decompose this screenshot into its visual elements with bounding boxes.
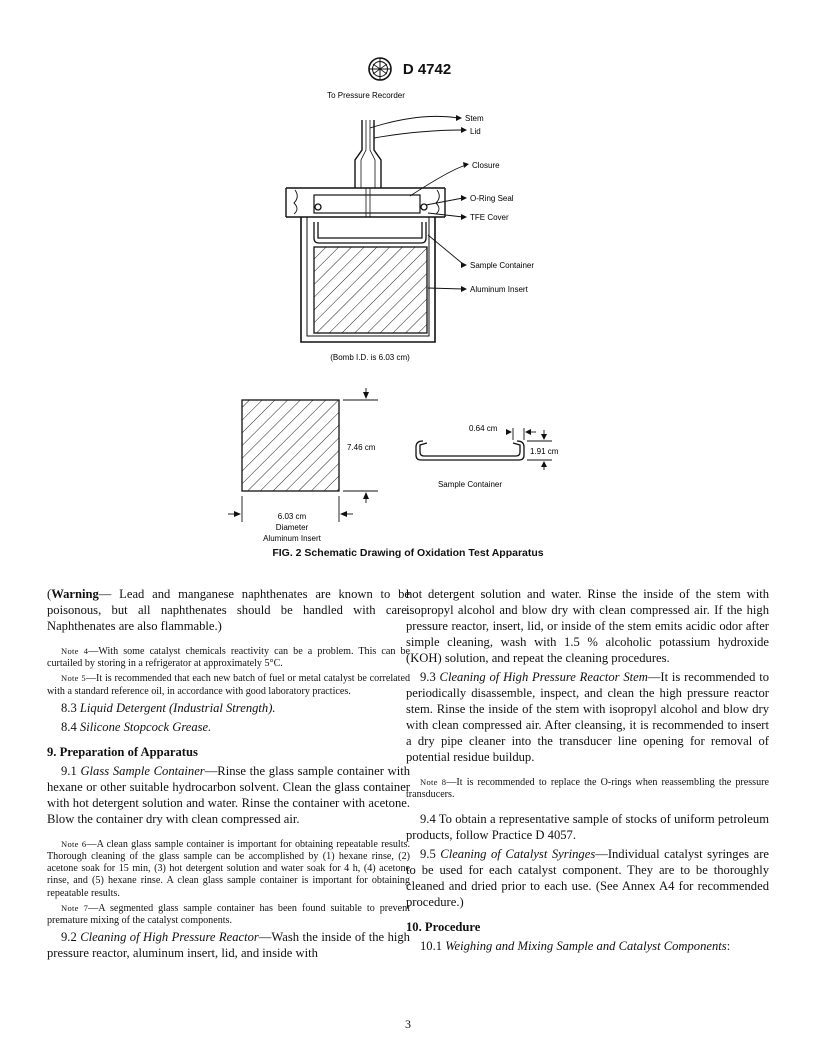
label-oring: O-Ring Seal [470, 194, 514, 203]
section-9-2-number: 9.2 [61, 930, 77, 945]
section-9-1-text: —Rinse the glass sample container with hexane or other suitable hydrocarbon solvent. Clean the glass container with hot detergent solution and water. Rinse the container with acetone. Blow the container dry with clean compressed air. [47, 763, 410, 826]
section-8-4-number: 8.4 [61, 719, 77, 734]
label-insert-caption: Aluminum Insert [263, 534, 321, 543]
warning-text: — Lead and manganese naphthenates are known to be poisonous, but all naphthenates should be handled with care. Naphthenates are also flammable.) [47, 587, 410, 633]
warning-label: Warning [51, 587, 99, 601]
section-9-1-number: 9.1 [61, 763, 77, 778]
section-10-1-title: Weighing and Mixing Sample and Catalyst Components [445, 939, 727, 954]
section-9-5 [406, 846, 769, 910]
section-10-1 [406, 938, 769, 954]
note-5-label: Note 5 [61, 673, 86, 684]
note-4-text: —With some catalyst chemicals reactivity can be a problem. This can be curtailed by storing in a refrigerator at approximately 5°C. [47, 646, 410, 670]
sample-container-in-bomb [314, 222, 426, 243]
section-9-5-title: Cleaning of Catalyst Syringes [440, 847, 596, 862]
note-6 [47, 838, 410, 900]
label-width-dim: 6.03 cm [277, 512, 307, 521]
label-sc-height: 1.91 cm [530, 447, 559, 456]
section-9-3-number: 9.3 [420, 670, 436, 684]
note-8-label: Note 8 [420, 777, 447, 787]
section-10-1-number: 10.1 [420, 939, 443, 954]
label-aluminum-insert: Aluminum Insert [470, 285, 528, 294]
lid [314, 195, 420, 213]
label-stem: Stem [465, 114, 484, 123]
note-5 [47, 672, 410, 697]
column-left [47, 586, 410, 964]
aluminum-insert-in-bomb [314, 247, 427, 333]
note-8-text: —It is recommended to replace the O-rings when reassembling the pressure transducers. [406, 777, 770, 801]
section-9-heading: 9. Preparation of Apparatus [47, 744, 198, 759]
section-9-3-text: —It is recommended to periodically disassemble, inspect, and clean the high pressure reactor stem. Rinse the inside of the stem with isopropyl alcohol and blow dry with clean compressed air. After cleansing, it is recommended to insert a dry pipe cleaner into the transducer line opening for removal of potential residue buildup. [406, 670, 769, 764]
astm-logo [365, 56, 395, 82]
section-9-1 [47, 763, 410, 827]
section-8-3 [47, 700, 410, 716]
page-header [0, 56, 816, 82]
designation: D 4742 [402, 60, 452, 78]
note-8 [406, 776, 769, 801]
aluminum-insert-detail [242, 400, 339, 491]
section-9-3-title: Cleaning of High Pressure Reactor Stem [439, 670, 648, 684]
section-9-2-continued: hot detergent solution and water. Rinse the inside of the stem with isopropyl alcohol and blow dry with clean compressed air. If the high pressure reactor, insert, lid, or inside of the stem emits acidic odor after simple cleaning, wash with 1.5 % alcoholic potassium hydroxide (KOH) solution, and repeat the cleaning procedures. [406, 587, 769, 665]
label-diameter: Diameter [275, 523, 309, 532]
section-9-3 [406, 669, 769, 765]
warning-paragraph: (Warning— Lead and manganese naphthenates are known to be poisonous, but all naphthenates should be handled with care. Naphthenates are also flammable.) [47, 587, 410, 633]
figure-caption: FIG. 2 Schematic Drawing of Oxidation Test Apparatus [272, 547, 544, 559]
section-9-2-text: —Wash the inside of the high pressure reactor, aluminum insert, lid, and inside with [47, 930, 410, 961]
label-height-dim: 7.46 cm [347, 443, 376, 452]
note-7-text: —A segmented glass sample container has been found suitable to prevent premature mixing of the catalyst components. [47, 902, 410, 927]
note-6-label: Note 6 [61, 838, 87, 849]
note-6-text: —A clean glass sample container is important for obtaining repeatable results. Thorough cleaning of the glass sample can be accomplished by (1) hexane rinse, (2) acetone soak for 15 min, (3) hot detergent solution and water soak for 4 h, (4) acetone rinse, and (5) hexane rinse. A clean glass sample container is important for obtaining repeatable results. [47, 838, 410, 899]
column-right [406, 586, 769, 957]
section-8-3-title: Liquid Detergent (Industrial Strength). [79, 700, 276, 715]
oring-left [315, 204, 321, 210]
section-9-5-number: 9.5 [420, 847, 436, 862]
note-7 [47, 902, 410, 927]
note-5-text: —It is recommended that each new batch of fuel or metal catalyst be correlated with a standard reference oil, in accordance with good laboratory practices. [47, 673, 410, 697]
label-closure: Closure [472, 161, 500, 170]
section-8-3-number: 8.3 [61, 700, 77, 715]
section-8-4-title: Silicone Stopcock Grease. [79, 719, 212, 734]
section-10-heading: 10. Procedure [406, 920, 481, 935]
note-4 [47, 645, 410, 670]
figure-schematic [0, 80, 816, 550]
section-9-2-title: Cleaning of High Pressure Reactor [80, 930, 259, 945]
section-9-4: 9.4 To obtain a representative sample of stocks of uniform petroleum products, follow Practice D 4057. [406, 812, 769, 843]
note-7-label: Note 7 [61, 902, 89, 913]
label-bomb-id: (Bomb I.D. is 6.03 cm) [330, 353, 410, 362]
page-number: 3 [405, 1017, 411, 1031]
section-8-4 [47, 719, 410, 735]
stem [355, 120, 381, 188]
note-4-label: Note 4 [61, 646, 89, 656]
leader-arrows [456, 115, 469, 292]
label-pressure-recorder: To Pressure Recorder [327, 91, 405, 100]
section-10-1-colon: : [726, 939, 731, 954]
label-sample-container: Sample Container [470, 261, 535, 270]
section-9-2 [47, 929, 410, 961]
label-sc-width: 0.64 cm [469, 424, 498, 433]
sample-container-detail [416, 441, 524, 460]
section-9-1-title: Glass Sample Container [80, 763, 205, 778]
label-tfe: TFE Cover [470, 213, 509, 222]
label-sc-caption: Sample Container [437, 480, 503, 489]
section-9-5-text: —Individual catalyst syringes are to be used for each catalyst component. They are to be thoroughly cleaned and dried prior to each use. (See Annex A4 for recommended procedure.) [406, 847, 769, 910]
label-lid: Lid [470, 127, 481, 136]
